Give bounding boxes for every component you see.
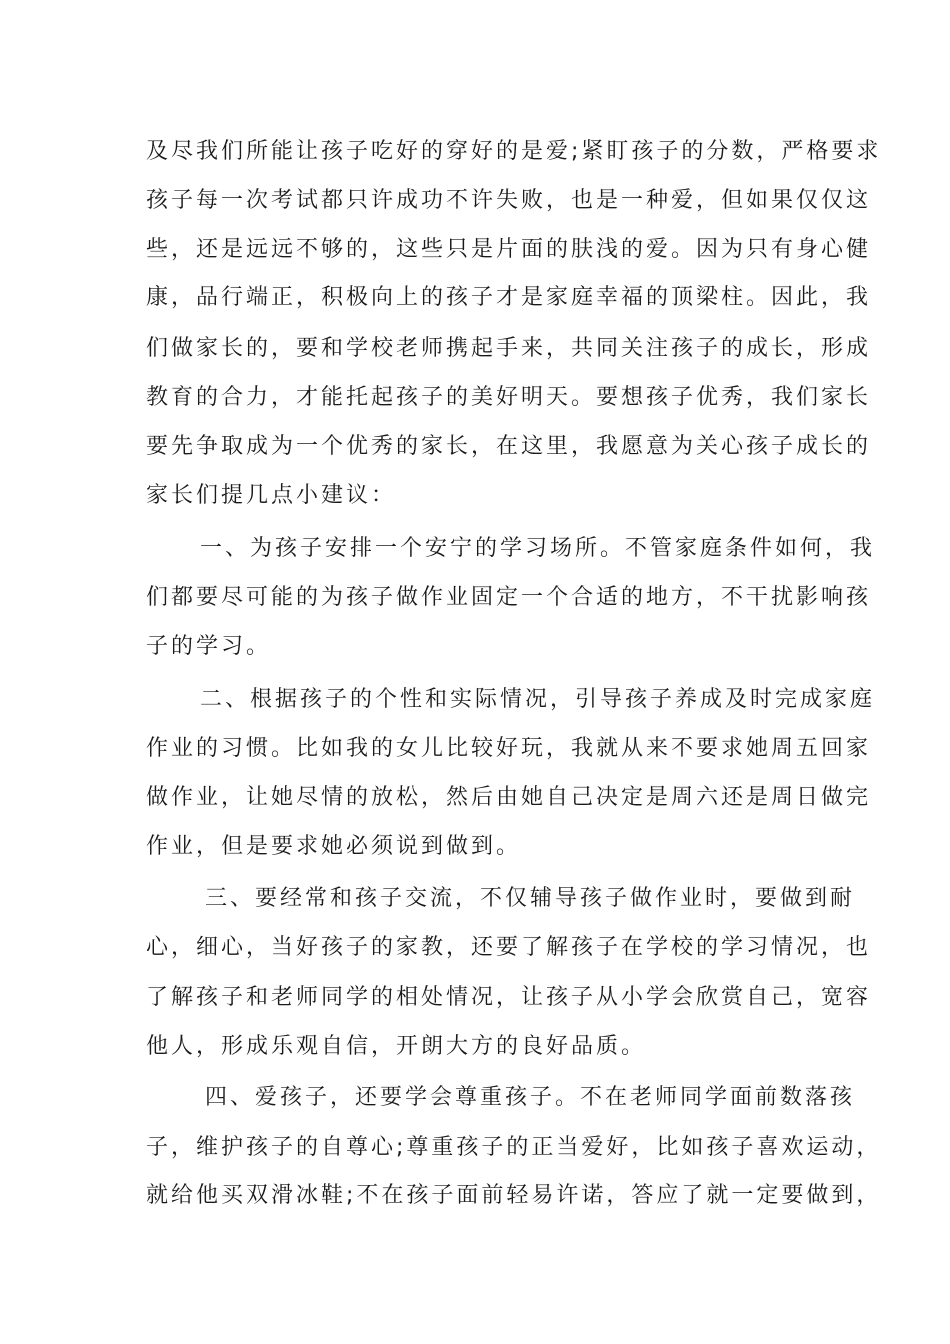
text-line: 康，品行端正，积极向上的孩子才是家庭幸福的顶梁柱。因此，我 (146, 285, 872, 310)
text-line: 做作业，让她尽情的放松，然后由她自己决定是周六还是周日做完 (146, 785, 872, 810)
text-line: 作业，但是要求她必须说到做到。 (146, 834, 522, 859)
text-line: 心，细心，当好孩子的家教，还要了解孩子在学校的学习情况，也 (146, 935, 872, 960)
text-line: 他人，形成乐观自信，开朗大方的良好品质。 (146, 1034, 647, 1059)
text-line: 了解孩子和老师同学的相处情况，让孩子从小学会欣赏自己，宽容 (146, 985, 872, 1010)
text-line: 孩子每一次考试都只许成功不许失败，也是一种爱，但如果仅仅这 (146, 188, 872, 213)
text-line: 要先争取成为一个优秀的家长，在这里，我愿意为关心孩子成长的 (146, 434, 872, 459)
text-line: 二、根据孩子的个性和实际情况，引导孩子养成及时完成家庭 (200, 687, 876, 712)
text-line: 些，还是远远不够的，这些只是片面的肤浅的爱。因为只有身心健 (146, 237, 872, 262)
text-line: 子的学习。 (146, 634, 272, 659)
text-line: 们都要尽可能的为孩子做作业固定一个合适的地方，不干扰影响孩 (146, 585, 872, 610)
text-line: 作业的习惯。比如我的女儿比较好玩，我就从来不要求她周五回家 (146, 736, 872, 761)
text-line: 家长们提几点小建议： (146, 483, 397, 508)
text-line: 三、要经常和孩子交流，不仅辅导孩子做作业时，要做到耐 (205, 886, 856, 911)
text-line: 一、为孩子安排一个安宁的学习场所。不管家庭条件如何，我 (200, 536, 876, 561)
text-line: 就给他买双滑冰鞋;不在孩子面前轻易许诺，答应了就一定要做到， (146, 1183, 882, 1208)
text-line: 教育的合力，才能托起孩子的美好明天。要想孩子优秀，我们家长 (146, 385, 872, 410)
text-line: 子，维护孩子的自尊心;尊重孩子的正当爱好，比如孩子喜欢运动， (146, 1135, 882, 1160)
text-line: 们做家长的，要和学校老师携起手来，共同关注孩子的成长，形成 (146, 336, 872, 361)
text-line: 四、爱孩子，还要学会尊重孩子。不在老师同学面前数落孩 (205, 1085, 856, 1110)
text-line: 及尽我们所能让孩子吃好的穿好的是爱;紧盯孩子的分数，严格要求 (146, 139, 882, 164)
